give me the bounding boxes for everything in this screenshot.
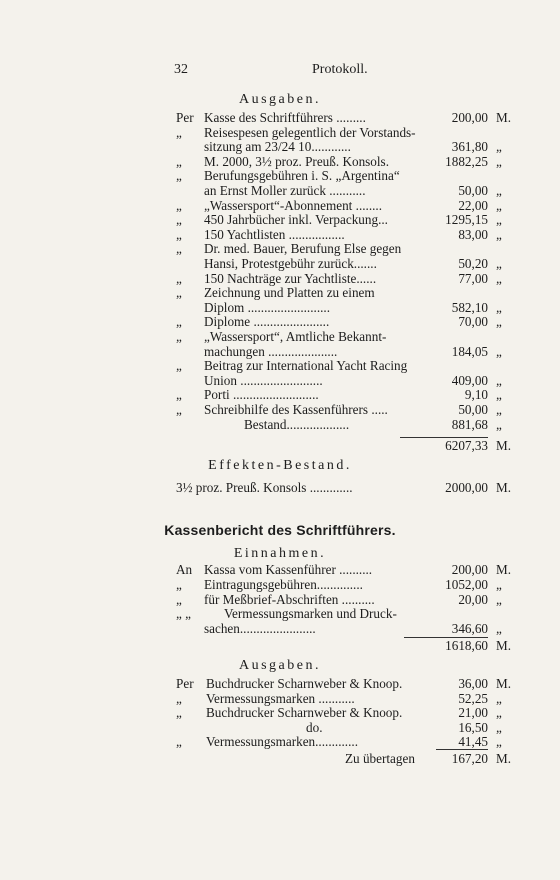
row-amount: 409,00 bbox=[451, 372, 488, 388]
list-item bbox=[0, 577, 560, 593]
row-text: Union ......................... bbox=[204, 372, 323, 388]
row-text: do. bbox=[306, 719, 323, 735]
row-text: M. 2000, 3½ proz. Preuß. Konsols. bbox=[204, 153, 389, 169]
row-currency: M. bbox=[496, 110, 512, 125]
row-amount: 200,00 bbox=[451, 110, 488, 125]
row-currency: „ bbox=[496, 197, 502, 213]
row-currency: „ bbox=[496, 705, 502, 721]
row-prefix: „ bbox=[176, 153, 182, 169]
row-currency: „ bbox=[496, 372, 502, 388]
row-prefix: „ bbox=[176, 576, 182, 592]
list-item bbox=[0, 154, 560, 170]
row-currency: M. bbox=[496, 676, 512, 691]
total-currency: M. bbox=[496, 638, 512, 653]
row-currency: „ bbox=[496, 416, 502, 432]
row-amount: 184,05 bbox=[451, 343, 488, 359]
carry-label: Zu übertagen bbox=[345, 751, 415, 766]
list-item bbox=[0, 168, 560, 184]
row-text: Hansi, Protestgebühr zurück....... bbox=[204, 256, 377, 271]
row-prefix: „ bbox=[176, 690, 182, 706]
row-prefix: „ bbox=[176, 270, 182, 286]
row-text: Beitrag zur International Yacht Racing bbox=[204, 358, 408, 374]
row-currency: „ bbox=[496, 226, 502, 242]
row-amount: 50,00 bbox=[458, 183, 488, 198]
row-text: „Wassersport“-Abonnement ........ bbox=[204, 197, 383, 213]
effekten-amount: 2000,00 bbox=[445, 480, 488, 495]
row-text: Kassa vom Kassenführer .......... bbox=[204, 562, 373, 577]
list-item bbox=[0, 691, 560, 707]
list-item bbox=[0, 402, 560, 418]
row-text: 450 Jahrbücher inkl. Verpackung... bbox=[204, 212, 388, 228]
section-heading-ausgaben: Ausgaben. bbox=[239, 92, 321, 107]
row-text: an Ernst Moller zurück ........... bbox=[204, 183, 366, 198]
list-item bbox=[0, 110, 560, 126]
row-prefix: „ bbox=[176, 591, 182, 607]
row-amount: 50,20 bbox=[458, 256, 488, 271]
row-prefix: Per bbox=[176, 676, 194, 691]
list-item bbox=[0, 734, 560, 750]
row-text: sitzung am 23/24 10............ bbox=[204, 139, 351, 155]
row-amount: 1052,00 bbox=[445, 576, 488, 592]
row-prefix: „ bbox=[176, 226, 182, 242]
list-item bbox=[0, 256, 560, 272]
row-prefix: „ bbox=[176, 241, 182, 257]
row-currency: M. bbox=[496, 562, 512, 577]
row-prefix: „ bbox=[176, 387, 182, 403]
row-text: Vermessungsmarken und Druck- bbox=[224, 606, 397, 622]
row-prefix: An bbox=[176, 562, 193, 577]
row-amount: 16,50 bbox=[458, 719, 488, 735]
total-amount: 6207,33 bbox=[445, 438, 488, 453]
row-text: für Meßbrief-Abschriften .......... bbox=[204, 591, 375, 607]
row-text: 150 Yachtlisten ................. bbox=[204, 226, 345, 242]
row-amount: 41,45 bbox=[458, 734, 488, 750]
carry-row bbox=[0, 751, 560, 767]
row-prefix: „ „ bbox=[176, 606, 192, 622]
row-prefix: „ bbox=[176, 285, 182, 301]
row-text: Berufungsgebühren i. S. „Argentina“ bbox=[204, 168, 400, 184]
row-amount: 361,80 bbox=[451, 139, 488, 155]
list-item bbox=[0, 300, 560, 316]
page-number: 32 bbox=[174, 62, 188, 77]
row-amount: 83,00 bbox=[458, 226, 488, 242]
row-currency: „ bbox=[496, 183, 502, 198]
row-amount: 881,68 bbox=[451, 416, 488, 432]
row-prefix: „ bbox=[176, 329, 182, 344]
row-text: Zeichnung und Platten zu einem bbox=[204, 285, 375, 301]
total-row bbox=[0, 638, 560, 654]
list-item bbox=[0, 592, 560, 608]
list-item bbox=[0, 373, 560, 389]
row-currency: „ bbox=[496, 299, 502, 315]
row-amount: 1295,15 bbox=[445, 212, 488, 228]
row-prefix: „ bbox=[176, 168, 182, 184]
running-title: Protokoll. bbox=[312, 62, 368, 77]
list-item bbox=[0, 125, 560, 141]
row-amount: 21,00 bbox=[458, 705, 488, 721]
row-text: Porti .......................... bbox=[204, 387, 319, 403]
row-text: Bestand................... bbox=[244, 416, 350, 432]
row-text: Eintragungsgebühren.............. bbox=[204, 576, 363, 592]
row-text: Vermessungsmarken............. bbox=[206, 734, 358, 750]
row-text: Diplom ......................... bbox=[204, 299, 331, 315]
sum-rule bbox=[436, 749, 488, 750]
row-amount: 200,00 bbox=[451, 562, 488, 577]
list-item bbox=[0, 329, 560, 345]
section-heading-effekten: Effekten-Bestand. bbox=[208, 458, 352, 473]
row-text: Vermessungsmarken ........... bbox=[206, 690, 355, 706]
row-currency: „ bbox=[496, 343, 502, 359]
effekten-text: 3½ proz. Preuß. Konsols ............. bbox=[176, 480, 353, 495]
row-currency: „ bbox=[496, 314, 502, 330]
list-item bbox=[0, 621, 560, 637]
row-prefix: „ bbox=[176, 402, 182, 417]
row-amount: 9,10 bbox=[464, 387, 488, 403]
row-text: sachen....................... bbox=[204, 621, 316, 637]
list-item bbox=[0, 139, 560, 155]
list-item bbox=[0, 227, 560, 243]
total-amount: 1618,60 bbox=[445, 638, 488, 653]
row-amount: 52,25 bbox=[458, 690, 488, 706]
list-item bbox=[0, 705, 560, 721]
total-row bbox=[0, 438, 560, 454]
list-item bbox=[0, 344, 560, 360]
row-currency: „ bbox=[496, 212, 502, 228]
row-amount: 77,00 bbox=[458, 270, 488, 286]
row-text: machungen ..................... bbox=[204, 343, 338, 359]
list-item bbox=[0, 198, 560, 214]
list-item bbox=[0, 241, 560, 257]
row-prefix: „ bbox=[176, 358, 182, 374]
row-text: Schreibhilfe des Kassenführers ..... bbox=[204, 402, 388, 417]
row-text: Buchdrucker Scharnweber & Knoop. bbox=[206, 705, 403, 721]
carry-currency: M. bbox=[496, 751, 512, 766]
row-currency: „ bbox=[496, 139, 502, 155]
row-currency: „ bbox=[496, 270, 502, 286]
report-title: Kassenbericht des Schriftführers. bbox=[164, 522, 396, 538]
list-item bbox=[0, 417, 560, 433]
row-amount: 36,00 bbox=[458, 676, 488, 691]
row-amount: 582,10 bbox=[451, 299, 488, 315]
total-currency: M. bbox=[496, 438, 512, 453]
row-currency: „ bbox=[496, 256, 502, 271]
list-item bbox=[0, 314, 560, 330]
row-prefix: Per bbox=[176, 110, 194, 125]
row-prefix: „ bbox=[176, 705, 182, 721]
row-currency: „ bbox=[496, 734, 502, 750]
row-text: Reisespesen gelegentlich der Vorstands- bbox=[204, 124, 416, 140]
row-amount: 1882,25 bbox=[445, 153, 488, 169]
list-item bbox=[0, 183, 560, 199]
row-prefix: „ bbox=[176, 197, 182, 213]
list-item bbox=[0, 285, 560, 301]
row-text: Diplome ....................... bbox=[204, 314, 330, 330]
row-currency: „ bbox=[496, 719, 502, 735]
row-text: „Wassersport“, Amtliche Bekannt- bbox=[204, 329, 387, 344]
row-amount: 70,00 bbox=[458, 314, 488, 330]
list-item bbox=[0, 676, 560, 692]
row-text: Buchdrucker Scharnweber & Knoop. bbox=[206, 676, 403, 691]
row-currency: „ bbox=[496, 153, 502, 169]
list-item bbox=[0, 271, 560, 287]
list-item bbox=[0, 387, 560, 403]
row-currency: „ bbox=[496, 387, 502, 403]
list-item bbox=[0, 720, 560, 736]
list-item bbox=[0, 358, 560, 374]
row-currency: „ bbox=[496, 690, 502, 706]
row-prefix: „ bbox=[176, 124, 182, 140]
carry-amount: 167,20 bbox=[451, 751, 488, 766]
section-heading-ausgaben-2: Ausgaben. bbox=[239, 658, 321, 673]
row-text: Kasse des Schriftführers ......... bbox=[204, 110, 366, 125]
row-amount: 22,00 bbox=[458, 197, 488, 213]
section-heading-einnahmen: Einnahmen. bbox=[233, 546, 327, 561]
list-item bbox=[0, 562, 560, 578]
row-text: Dr. med. Bauer, Berufung Else gegen bbox=[204, 241, 402, 257]
row-prefix: „ bbox=[176, 314, 182, 330]
row-currency: „ bbox=[496, 591, 502, 607]
list-item bbox=[0, 606, 560, 622]
row-currency: „ bbox=[496, 402, 502, 417]
row-amount: 346,60 bbox=[451, 621, 488, 637]
list-item bbox=[0, 212, 560, 228]
row-prefix: „ bbox=[176, 212, 182, 228]
effekten-row bbox=[0, 480, 560, 496]
row-currency: „ bbox=[496, 621, 502, 637]
row-amount: 50,00 bbox=[458, 402, 488, 417]
row-text: 150 Nachträge zur Yachtliste...... bbox=[204, 270, 377, 286]
row-prefix: „ bbox=[176, 734, 182, 750]
effekten-currency: M. bbox=[496, 480, 512, 495]
row-amount: 20,00 bbox=[458, 591, 488, 607]
row-currency: „ bbox=[496, 576, 502, 592]
